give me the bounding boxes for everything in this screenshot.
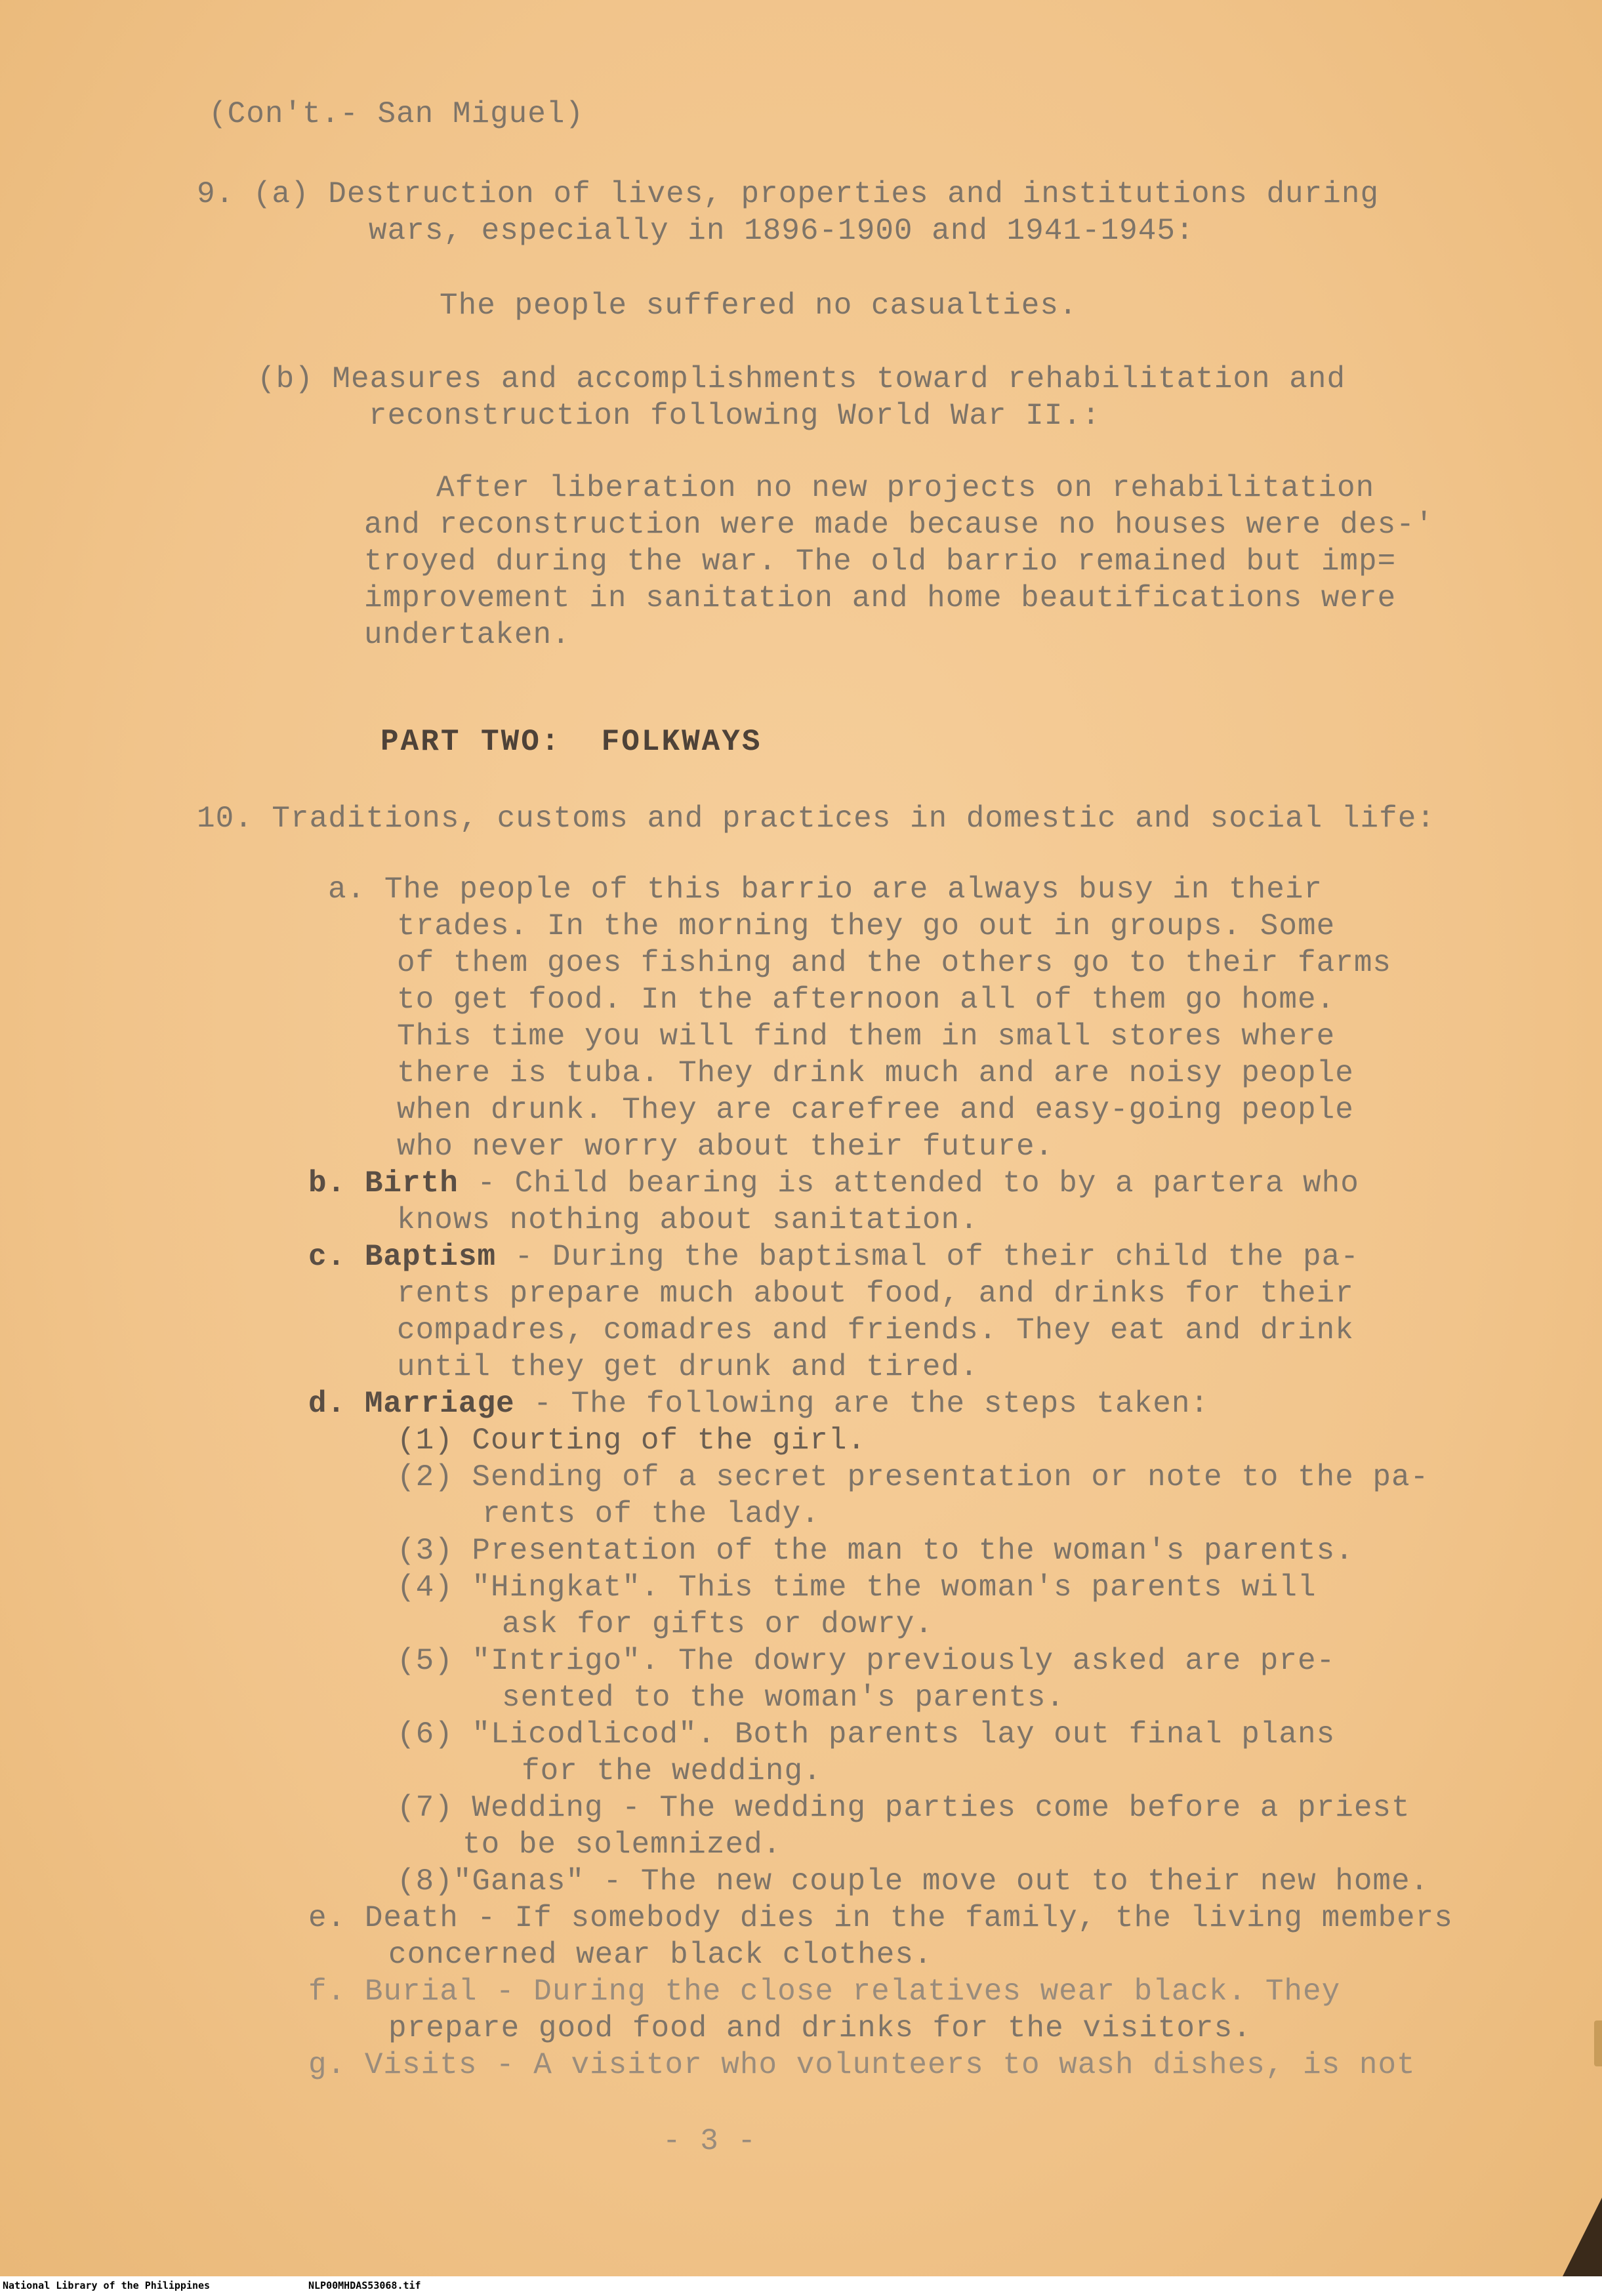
item-9b-para-line: and reconstruction were made because no houses were des-' (364, 508, 1434, 542)
header-continuation: (Con't.- San Miguel) (209, 97, 585, 131)
birth-text: - Child bearing is attended to by a partera who (458, 1166, 1359, 1200)
baptism-label: c. Baptism (308, 1240, 497, 1274)
item-10b-line2: knows nothing about sanitation. (397, 1203, 979, 1237)
item-10c-line1 (308, 1240, 1359, 1274)
item-10c-line: rents prepare much about food, and drinks for their (397, 1277, 1354, 1311)
marriage-step: to be solemnized. (462, 1828, 782, 1862)
baptism-text: - During the baptismal of their child the pa- (496, 1240, 1359, 1274)
item-10a-line: trades. In the morning they go out in groups. Some (397, 909, 1336, 943)
item-9a-line1: 9. (a) Destruction of lives, properties and institutions during (197, 177, 1380, 211)
marriage-step: (7) Wedding - The wedding parties come before a priest (397, 1791, 1410, 1825)
item-10e-line2: concerned wear black clothes. (388, 1938, 933, 1972)
birth-label: b. Birth (308, 1166, 459, 1200)
marriage-step: (4) "Hingkat". This time the woman's parents will (397, 1570, 1317, 1605)
marriage-label: d. Marriage (308, 1387, 515, 1421)
marriage-text: - The following are the steps taken: (514, 1387, 1210, 1421)
item-10a-line: to get food. In the afternoon all of them go home. (397, 983, 1336, 1017)
item-10b-line1 (308, 1166, 1359, 1200)
item-10a-line: This time you will find them in small stores where (397, 1019, 1336, 1054)
footer-file-name: NLP00MHDAS53068.tif (308, 2280, 421, 2291)
marriage-step: (3) Presentation of the man to the woman's parents. (397, 1534, 1354, 1568)
item-10c-line: compadres, comadres and friends. They eat and drink (397, 1313, 1354, 1347)
marriage-step: (5) "Intrigo". The dowry previously asked are pre- (397, 1644, 1336, 1678)
page-edge-mark (1594, 2020, 1602, 2066)
item-10g-line1: g. Visits - A visitor who volunteers to wash dishes, is not (308, 2048, 1416, 2082)
item-10c-line: until they get drunk and tired. (397, 1350, 979, 1384)
item-9b-para-line: troyed during the war. The old barrio remained but imp= (364, 544, 1397, 579)
marriage-step: (1) Courting of the girl. (397, 1424, 867, 1458)
item-10f-line1: f. Burial - During the close relatives wear black. They (308, 1975, 1341, 2009)
footer-library-name: National Library of the Philippines (3, 2280, 211, 2291)
marriage-step: sented to the woman's parents. (502, 1681, 1065, 1715)
item-9b-line1: (b) Measures and accomplishments toward rehabilitation and (257, 362, 1346, 396)
marriage-step: rents of the lady. (482, 1497, 820, 1531)
item-10a-line: of them goes fishing and the others go to their farms (397, 946, 1392, 980)
item-9a-answer: The people suffered no casualties. (440, 289, 1078, 323)
footer-bar (0, 2276, 1602, 2296)
item-10a-line: who never worry about their future. (397, 1130, 1054, 1164)
part-two-heading: PART TWO: FOLKWAYS (380, 725, 762, 759)
item-9b-line2: reconstruction following World War II.: (369, 399, 1101, 433)
item-10-title: 10. Traditions, customs and practices in domestic and social life: (197, 802, 1435, 836)
marriage-step: (2) Sending of a secret presentation or note to the pa- (397, 1460, 1429, 1494)
page-number: - 3 - (663, 2124, 757, 2158)
marriage-step: (8)"Ganas" - The new couple move out to their new home. (397, 1864, 1429, 1898)
item-10a-line: when drunk. They are carefree and easy-going people (397, 1093, 1354, 1127)
marriage-step: (6) "Licodlicod". Both parents lay out final plans (397, 1717, 1336, 1752)
marriage-step: for the wedding. (522, 1754, 822, 1788)
page-corner-fold (1563, 2198, 1602, 2276)
item-9b-para-line: After liberation no new projects on rehabilitation (436, 471, 1375, 505)
item-10a-line: a. The people of this barrio are always busy in their (328, 872, 1323, 907)
item-10d-line1 (308, 1387, 1209, 1421)
item-10a-line: there is tuba. They drink much and are noisy people (397, 1056, 1354, 1090)
marriage-step: ask for gifts or dowry. (502, 1607, 934, 1641)
item-9b-para-line: improvement in sanitation and home beautifications were (364, 581, 1397, 615)
item-9a-line2: wars, especially in 1896-1900 and 1941-1945: (369, 214, 1195, 248)
item-9b-para-line: undertaken. (364, 618, 571, 652)
item-10e-line1: e. Death - If somebody dies in the family, the living members (308, 1901, 1453, 1935)
item-10f-line2: prepare good food and drinks for the visitors. (388, 2011, 1252, 2045)
